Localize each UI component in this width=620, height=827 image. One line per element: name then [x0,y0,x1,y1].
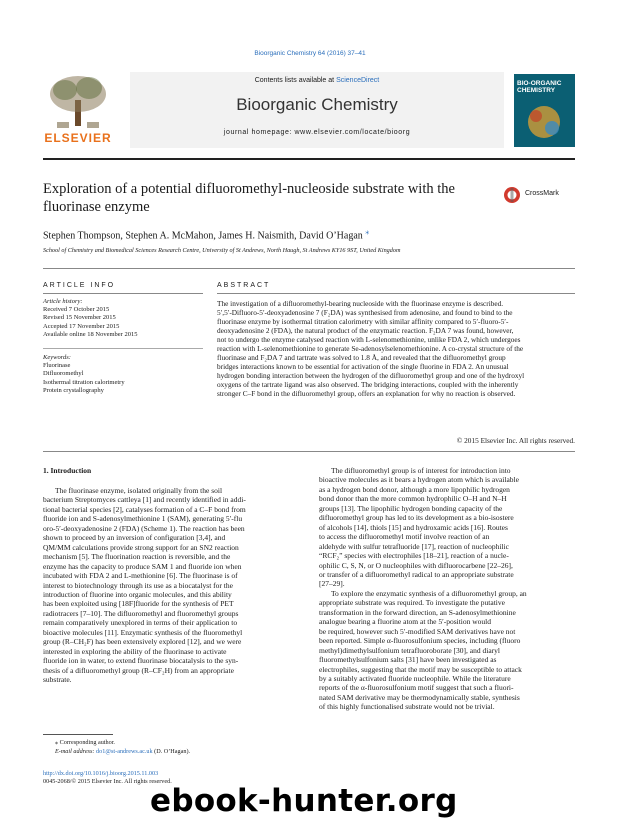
keywords [43,354,203,395]
journal-title[interactable]: Bioorganic Chemistry [236,95,398,114]
body-line: fluoromethylsulfonium salts [31] have been investigated as [319,655,497,665]
article-info-heading: ARTICLE INFO [43,282,116,289]
doi-link[interactable]: http://dx.doi.org/10.1016/j.bioorg.2015.11.003 [43,770,159,777]
crossmark-button[interactable] [503,186,573,206]
affiliation: School of Chemistry and Biomedical Sciences Research Centre, University of St Andrews, North Haugh, St Andrews KY16 9ST, United Kingdom [43,247,401,254]
intro-right-column [319,466,575,712]
sciencedirect-link[interactable]: ScienceDirect [336,77,380,84]
body-line: bioactive molecules as it bears a hydrogen atom which is available [319,475,519,485]
body-line: shown to proceed by an inversion of configuration [3,4], and [43,533,226,543]
keyword: Difluoromethyl [43,370,84,378]
body-line: bacterium Streptomyces cattleya [1] and recently identified in addi- [43,495,246,505]
abstract-line: fluorinase enzyme by isothermal titration calorimetry with similar affinity compared to 5′-fluoro-5′- [217,317,509,327]
body-line: remain comparatively unexplored in terms of their application to [43,618,238,628]
body-line: fluoride ion and S-adenosylmethionine 1 (SAM), generating 5′-flu [43,514,243,524]
body-line: analogue bearing a fluorine atom at the 5′-position would [319,617,492,627]
journal-cover-image[interactable] [514,74,575,147]
crossmark-label: CrossMark [525,190,559,197]
abstract-text [217,299,575,399]
article-title: Exploration of a potential difluoromethyl-nucleoside substrate with the fluorinase enzyme [43,181,455,215]
body-line: thesis of a difluoromethyl group (R–CF₂H) from an appropriate [43,665,234,675]
keyword: Isothermal titration calorimetry [43,378,125,386]
journal-homepage [130,129,504,136]
body-line: transformation in the forward direction, an S-adenosylmethionine [319,607,516,617]
body-line: substrate. [43,675,72,685]
keyword: Fluorinase [43,362,71,370]
contents-prefix: Contents lists available at [254,77,337,84]
homepage-prefix: journal homepage: [223,129,295,136]
author-names: Stephen Thompson, Stephen A. McMahon, James H. Naismith, David O’Hagan [43,230,363,242]
body-line: electrophiles, suggesting that the motif may be susceptible to attack [319,664,522,674]
body-line: difluoromethyl group has led to its development as a bio-isostere [319,513,514,523]
body-line: group (R–CH₂F) has been extensively explored [12], and we were [43,637,242,647]
intro-left-column [43,486,299,685]
contents-line [130,77,504,84]
abstract-line: deoxyadenosine 2 (FDA), the natural product of the enzymatic reaction. F₂DA 7 was found, however, [217,326,514,336]
abstract-heading: ABSTRACT [217,282,271,289]
watermark: ebook-hunter.org [150,783,458,819]
author-list [43,227,369,241]
email-note [43,747,299,756]
body-line: of this highly functionalised substrate would not be trivial. [319,702,495,712]
body-line: enzyme has the capacity to produce SAM 1 and fluoride ion when [43,561,242,571]
body-line: The fluorinase enzyme, isolated originally from the soil [55,486,223,495]
body-line: introduction of fluorine into organic molecules, and this ability [43,589,232,599]
email-label: E-mail address: [55,748,97,755]
keyword: Protein crystallography [43,386,104,394]
body-line: appropriate substrate was required. To investigate the putative [319,598,505,608]
history-item: Accepted 17 November 2015 [43,322,120,330]
abstract-line: reaction with L-selenomethionine to generate Se-adenosylselenomethionine. A co-crystal structure of the [217,344,524,354]
issn-line: 0045-2068/© 2015 Elsevier Inc. All rights reserved. [43,778,172,785]
body-line: bond donor than the more common hydrophilic O–H and N–H [319,494,507,504]
body-line: be required, however such 5′-modified SAM derivatives have not [319,626,516,636]
abstract-line: 5′,5′-Difluoro-5′-deoxyadenosine 7 (F₂DA) was synthesised from adenosine, and found to bind to the [217,308,513,318]
body-line: of alcohols [14], thiols [15] and hydroxamic acids [16]. Routes [319,522,508,532]
body-line: aldehyde with sulfur tetrafluoride [17], reaction of nucleophilic [319,541,509,551]
abstract-copyright: © 2015 Elsevier Inc. All rights reserved. [456,436,575,445]
body-line: reports of the α-fluorosulfonium motif suggest that such a fluori- [319,683,514,693]
article-history [43,298,203,339]
header-rule [43,158,575,160]
body-line: interested in exploring the ability of the fluorinase to activate [43,646,227,656]
body-line: to access the difluoromethyl motif involve reaction of an [319,532,490,542]
abstract-rule [217,293,575,294]
footnotes [43,738,299,756]
body-line: ophilic C, S, N, or O nucleophiles with difluorocarbene [22–26], [319,560,513,570]
body-line: interest to biotechnology through its use as a biocatalyst for the [43,580,233,590]
cover-molecule-graphic [522,102,567,142]
homepage-link[interactable]: www.elsevier.com/locate/bioorg [294,129,411,136]
history-label: Article history: [43,298,83,305]
body-line: [27–29]. [319,579,345,589]
abstract-line: bridges interactions known to be essential for activation of the single fluorine in FDA 2. An unusual [217,362,509,372]
body-line: bioactive molecules [11]. Enzymatic synthesis of the fluoromethyl [43,627,243,637]
cover-title: BIO-ORGANIC CHEMISTRY [517,80,562,94]
section-rule [43,268,575,269]
introduction-heading: 1. Introduction [43,466,92,475]
journal-citation[interactable]: Bioorganic Chemistry 64 (2016) 37–41 [254,50,366,57]
keywords-label: Keywords: [43,354,71,361]
body-line: nated SAM derivative may be thermodynamically stable, synthesis [319,692,520,702]
email-suffix: (D. O’Hagan). [152,748,191,755]
body-line: methyl)dimethylsulfonium tetrafluoroborate [30], and diaryl [319,645,500,655]
body-rule [43,451,575,452]
corresponding-author-note: ⁎ Corresponding author. [55,739,115,746]
body-line: has been exploited using [18F]fluoride for the synthesis of PET [43,599,234,609]
body-line: been reported. Simple α-fluorosulfonium species, including (fluoro [319,636,521,646]
body-line: mechanism [5]. The fluorination reaction is reversible, and the [43,552,231,562]
body-line: “RCF₂” species with electrophiles [18–21], reaction of a nucle- [319,551,509,561]
article-info-rule [43,293,203,294]
crossmark-icon [503,186,521,204]
history-item: Revised 15 November 2015 [43,314,116,322]
body-line: incubated with FDA 2 and L-methionine [6]. The fluorinase is of [43,571,238,581]
abstract-line: stronger C–F bond in the difluoromethyl group, offers an explanation for why no reaction is observed. [217,389,516,399]
body-line: fluoride ion in water, to extend fluorinase biocatalysis to the syn- [43,656,239,666]
body-line: by a suitably activated fluoride nucleophile. While the literature [319,673,511,683]
history-item: Available online 18 November 2015 [43,330,138,338]
abstract-line: fluorinase and F₂DA 7 and tartrate was solved to 1.8 Å, and revealed that the difluoromethyl group [217,353,506,363]
footnote-rule [43,734,113,735]
body-line: To explore the enzymatic synthesis of a difluoromethyl group, an [331,588,527,598]
body-line: radiotracers [7–10]. The difluoromethyl and fluoromethyl groups [43,608,239,618]
abstract-line: The investigation of a difluoromethyl-bearing nucleoside with the fluorinase enzyme is described. [217,299,504,308]
body-line: tional bacterial species [2], catalyses formation of a C–F bond from [43,504,246,514]
body-line: QM/MM calculations provide strong support for an SN2 reaction [43,542,239,552]
body-line: or transfer of a difluoromethyl radical to an appropriate substrate [319,569,514,579]
abstract-line: oxygens of the tartrate ligand was also observed. The bridging interactions, coupled with the inherently [217,380,519,390]
body-line: oro-5′-deoxyadenosine 2 (FDA) (Scheme 1). The reaction has been [43,523,245,533]
abstract-line: hydrogen bonding interaction between the hydrogen of the difluoromethyl group and one of the hydroxyl [217,371,525,381]
body-line: The difluoromethyl group is of interest for introduction into [331,466,511,475]
corresponding-author-mark[interactable]: ⁎ [365,227,370,236]
elsevier-wordmark: ELSEVIER [44,131,112,145]
abstract-line: not to undergo the enzyme catalysed reaction with L-selenomethionine, unlike FDA 2, which undergoes [217,335,521,345]
article-info-divider [43,348,203,349]
body-line: as a hydrogen bond donor, although a more lipophilic hydrogen [319,484,510,494]
email-link[interactable]: do1@st-andrews.ac.uk [96,748,153,755]
body-line: groups [13]. The lipophilic hydrogen bonding capacity of the [319,503,503,513]
history-item: Received 7 October 2015 [43,306,110,314]
